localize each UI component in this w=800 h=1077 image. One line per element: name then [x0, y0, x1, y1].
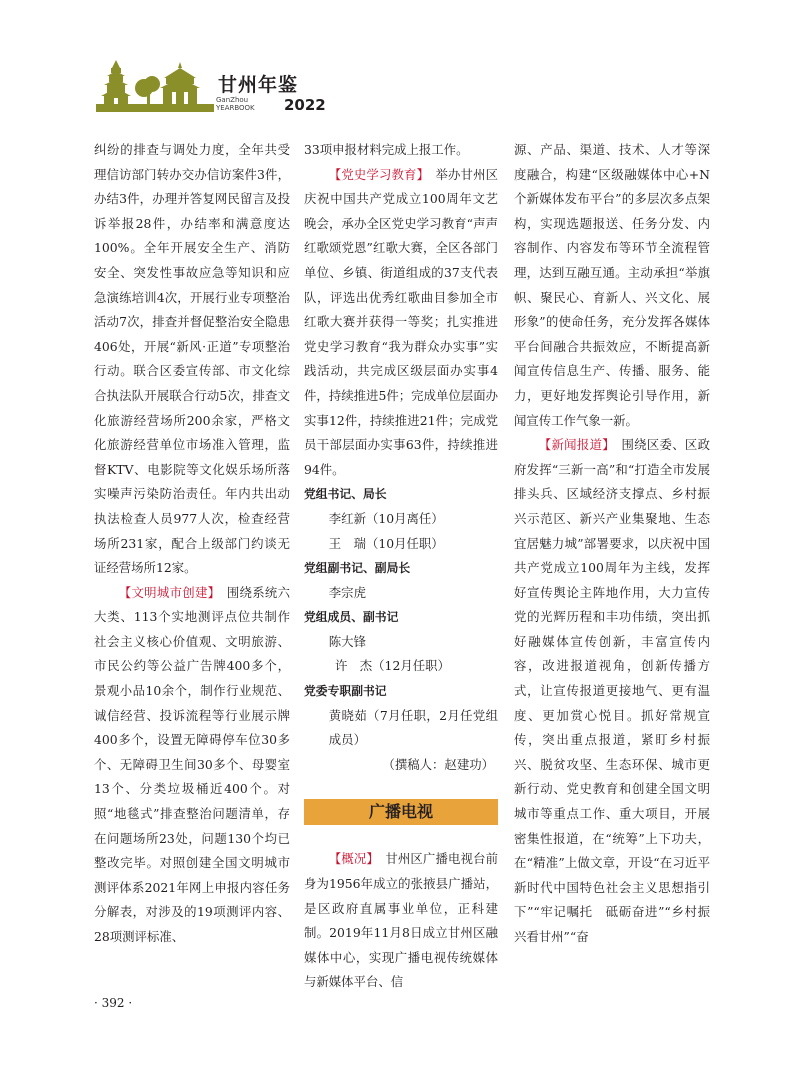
paragraph: 纠纷的排查与调处力度，全年共受理信访部门转办交办信访案件3件，办结3件，办理并答复网民留言及投诉举报28件，办结率和满意度达100%。全年开展安全生产、消防安全、突发性事故应急等知识和应急演练培训4次，开展行业专项整治活动7次，排查并督促整治安全隐患406处，开展“新风·正道”专项整治行动。联合区委宣传部、市文化综合执法队开展联合行动5次，排查文化旅游经营场所200余家，严格文化旅游经营单位市场准入管理，监督KTV、电影院等文化娱乐场所落实噪声污染防治责任。年内共出动执法检查人员977人次，检查经营场所231家，配合上级部门约谈无证经营场所12家。: [94, 142, 290, 576]
column-3: [514, 138, 710, 950]
role-name: 陈大锋: [328, 633, 366, 649]
section-tag: 【概况】: [328, 851, 373, 867]
paragraph: [304, 847, 498, 995]
section-heading: 广播电视: [304, 799, 498, 825]
column-2: [304, 138, 498, 995]
brand-english-line1: GanZhou: [216, 96, 249, 104]
paragraph: [94, 581, 290, 950]
role-title: 党组书记、局长: [304, 487, 387, 502]
role-title: 党组成员、副书记: [304, 610, 399, 625]
role-name: 黄晓茹（7月任职，2月任党组成员）: [328, 707, 498, 748]
paragraph-text: 围绕区委、区政府发挥“三新一高”和“打造全市发展排头兵、区域经济支撑点、乡村振兴示范区、新兴产业集聚地、生态宜居魅力城”部署要求，以庆祝中国共产党成立100周年为主线，发挥好宣传舆论主阵地作用，大力宣传党的光辉历程和丰功伟绩，突出抓好融媒体宣传创新，丰富宣传内容，改进报道视角，创新传播方式，让宣传报道更接地气、更有温度、更加赏心悦目。抓好常规宣传，突出重点报道，紧盯乡村振兴、脱贫攻坚、生态环保、城市更新行动、党史教育和创建全国文明城市等重点工作、重大项目，开展密集性报道，在“统筹”上下功夫，在“精准”上做文章，开设“在习近平新时代中国特色社会主义思想指引下”“牢记嘱托 砥砺奋进”“乡村振兴看甘州”“奋: [514, 437, 711, 944]
role-title: 党委专职副书记: [304, 684, 387, 699]
column-1: [94, 138, 290, 950]
section-tag: 【党史学习教育】: [328, 166, 423, 182]
brand-title: 甘州年鉴: [218, 74, 299, 96]
paragraph-text: 甘州区广播电视台前身为1956年成立的张掖县广播站，是区政府直属事业单位，正科建制。2019年11月8日成立甘州区融媒体中心，实现广播电视传统媒体与新媒体平台、信: [304, 851, 499, 990]
paragraph: [514, 433, 710, 949]
paragraph: 33项申报材料完成上报工作。: [304, 142, 469, 157]
role-name: 许 杰（12月任职）: [335, 658, 450, 674]
role-name: 李宗虎: [328, 584, 366, 600]
brand-english-line2: YEARBOOK: [216, 104, 255, 112]
role-name: 李红新（10月离任）: [328, 510, 444, 526]
page-header: [96, 58, 356, 118]
role-title: 党组副书记、副局长: [304, 561, 411, 576]
brand-year: 2022: [284, 96, 326, 114]
paragraph-text: 举办甘州区庆祝中国共产党成立100周年文艺晚会，承办全区党史学习教育“声声红歌颂党恩”红歌大赛，全区各部门单位、乡镇、街道组成的37支代表队，评选出优秀红歌曲目参加全市红歌大赛并获得一等奖；扎实推进党史学习教育“我为群众办实事”实践活动，共完成区级层面办实事4件，持续推进5件；完成单位层面办实事12件，持续推进21件；完成党员干部层面办实事63件，持续推进94件。: [304, 166, 498, 477]
paragraph: 源、产品、渠道、技术、人才等深度融合，构建“区级融媒体中心+N个新媒体发布平台”的多层次多点架构，实现选题报送、任务分发、内容制作、内容发布等环节全流程管理，达到互融互通。主动承担“举旗帜、聚民心、育新人、兴文化、展形象”的使命任务，充分发挥各媒体平台间融合共振效应，不断提高新闻宣传信息生产、传播、服务、能力，更好地发挥舆论引导作用，新闻宣传工作气象一新。: [514, 142, 710, 428]
role-name: 王 瑞（10月任职）: [328, 535, 444, 551]
paragraph: [304, 163, 498, 483]
landmark-logo-icon: [96, 58, 214, 114]
section-tag: 【新闻报道】: [538, 437, 609, 453]
page-number: · 392 ·: [94, 996, 133, 1010]
paragraph-text: 围绕系统六大类、113个实地测评点位共制作社会主义核心价值观、文明旅游、市民公约等公益广告牌400多个，景观小品10余个，制作行业规范、诚信经营、投诉流程等行业展示牌400多个，设置无障碍停车位30多个、无障碍卫生间30多个、母婴室13个、分类垃圾桶近400个。对照“地毯式”排查整治问题清单，存在问题场所23处，问题130个均已整改完毕。对照创建全国文明城市测评体系2021年网上申报内容任务分解表，对涉及的19项测评内容、28项测评标准、: [94, 584, 291, 944]
author-credit: （撰稿人：赵建功）: [382, 756, 494, 772]
section-tag: 【文明城市创建】: [118, 584, 215, 600]
